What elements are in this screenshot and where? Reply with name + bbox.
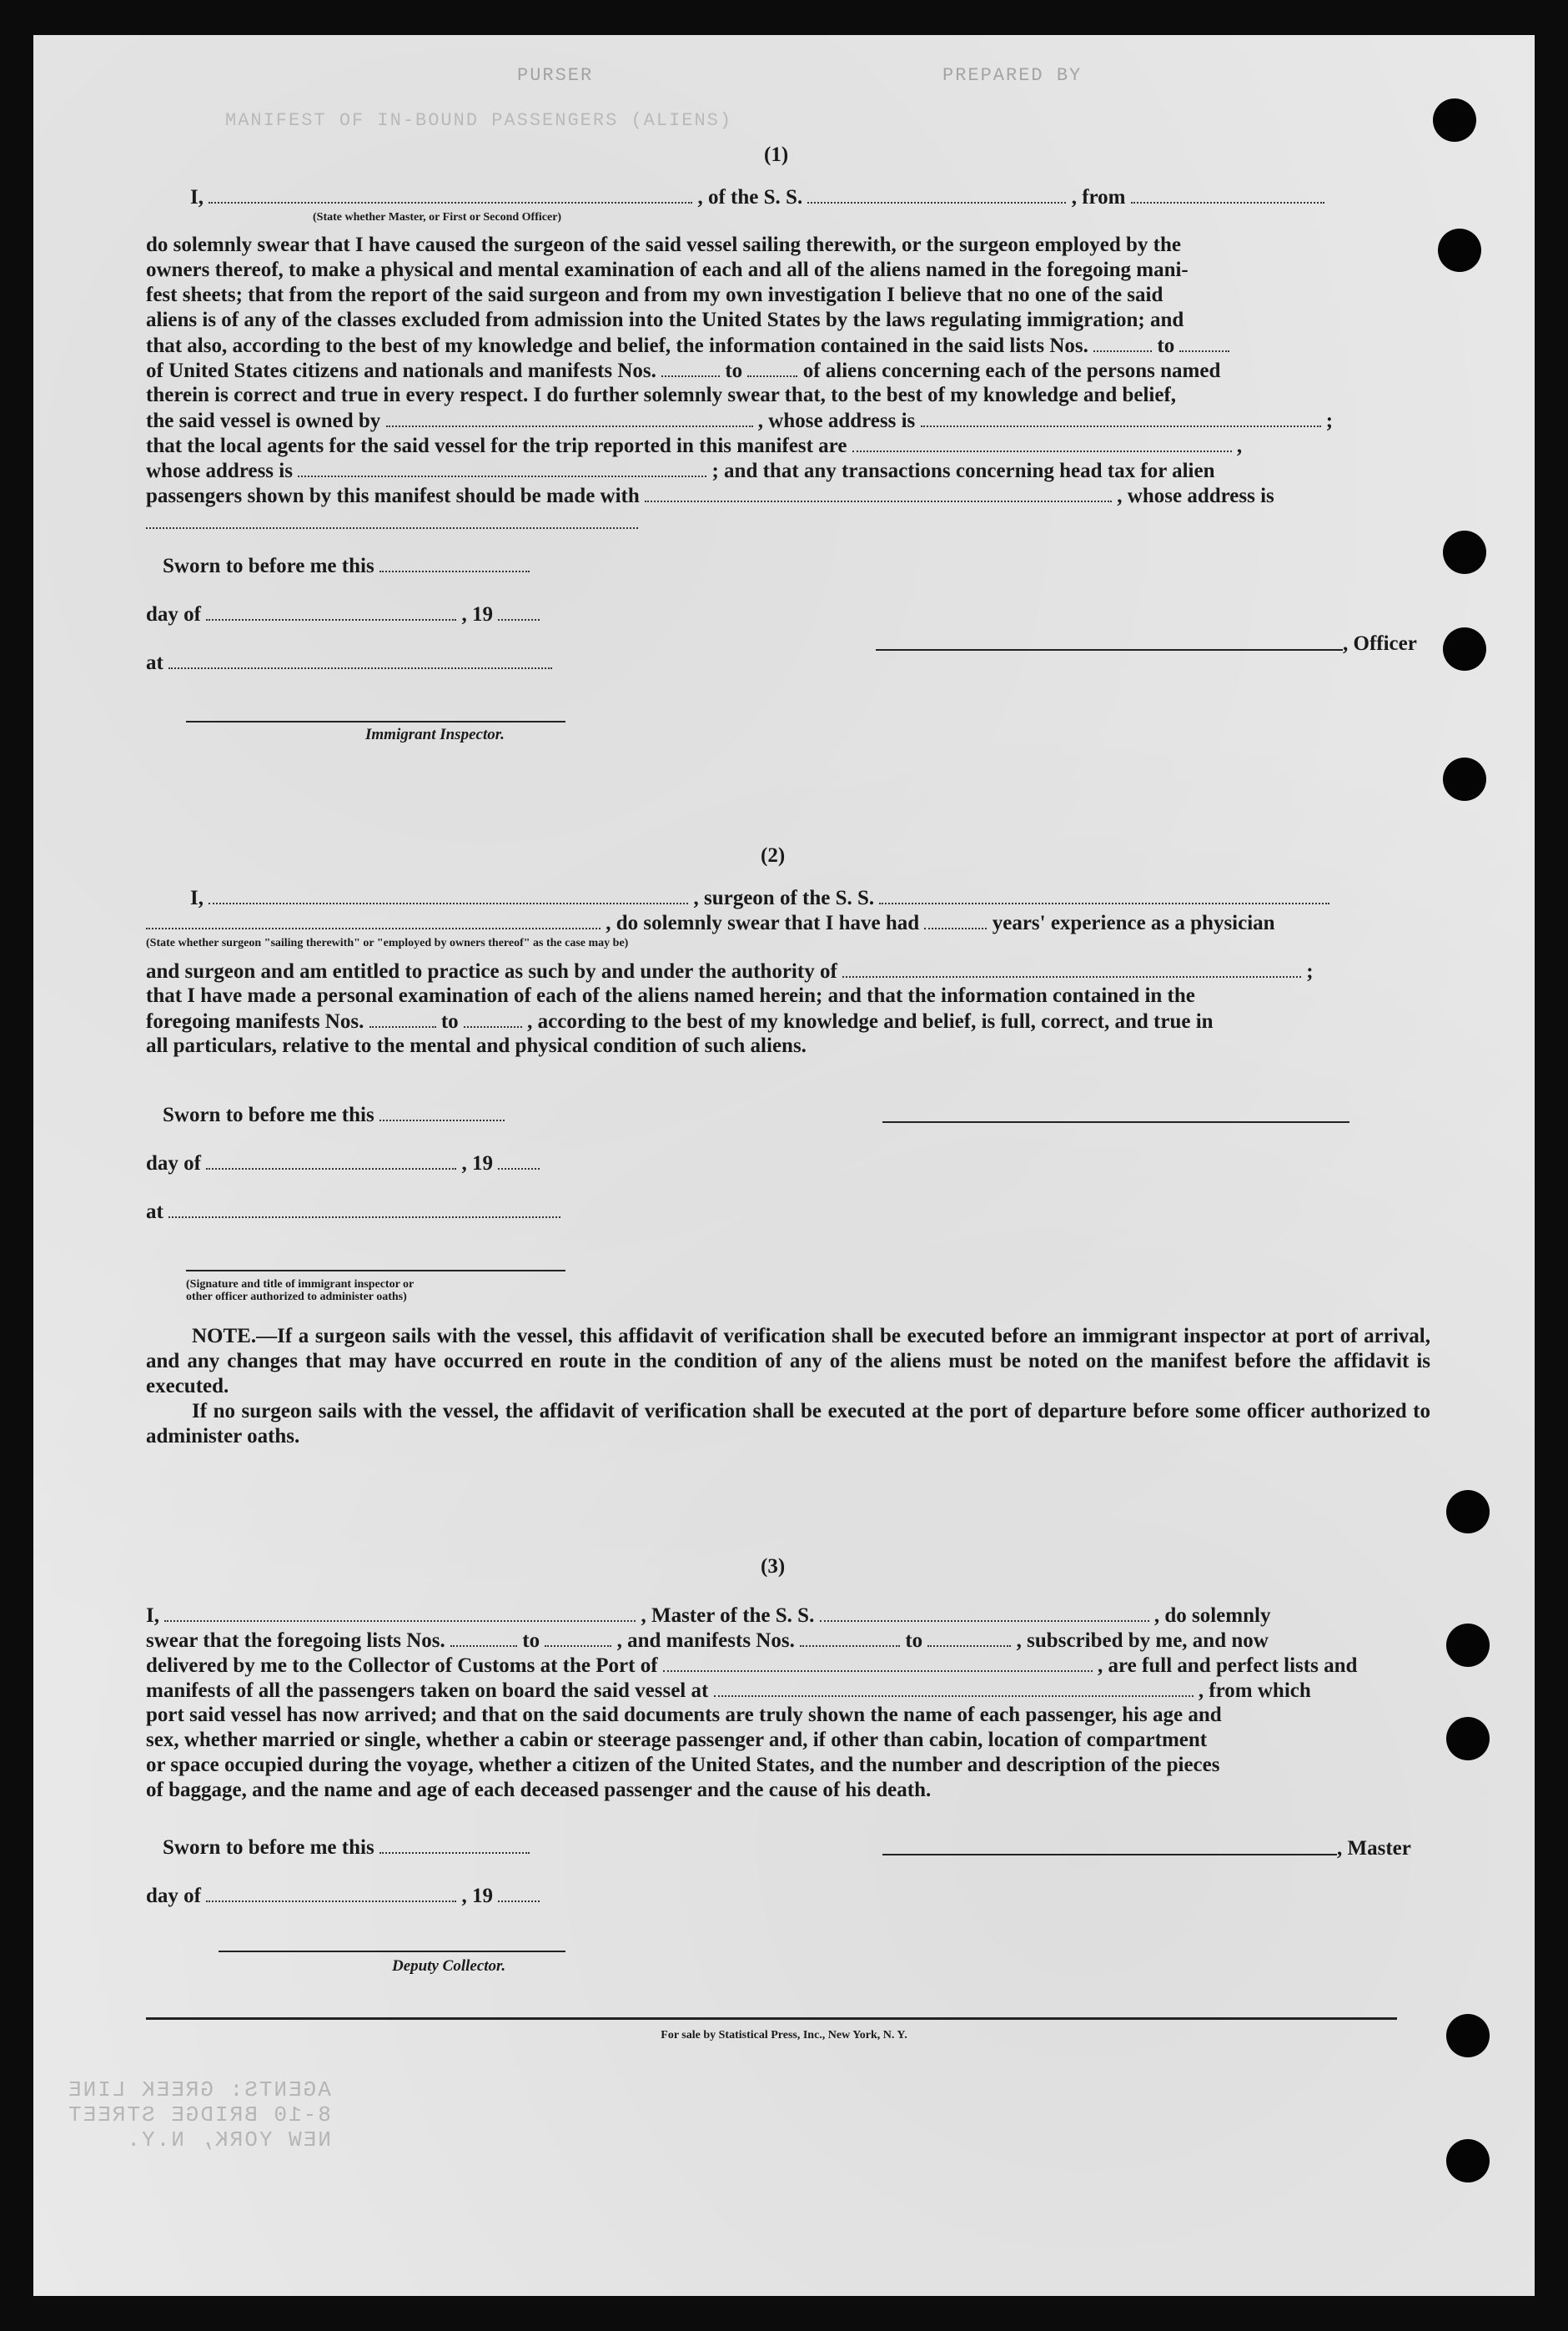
note-text: If a surgeon sails with the vessel, this affidavit of verification shall be executed before an immigrant inspector at port of arrival, and any changes that may have occurred en route in the condition of any of the aliens must be noted on the manifest before the affidavit is executed. xyxy=(146,1325,1430,1397)
oath-line xyxy=(190,185,1324,209)
text: delivered by me to the Collector of Customs at the Port of xyxy=(146,1654,658,1677)
signature-hint: other officer authorized to administer oaths) xyxy=(186,1291,407,1303)
text: , do solemnly swear that I have had xyxy=(606,912,920,934)
inspector-label: Immigrant Inspector. xyxy=(365,726,505,743)
text: , 19 xyxy=(461,1152,493,1175)
text: Sworn to before me this xyxy=(163,1836,374,1859)
text: , of the S. S. xyxy=(697,186,803,209)
text-line xyxy=(146,1009,1214,1034)
text: day of xyxy=(146,603,201,626)
oath-line xyxy=(146,911,1275,935)
text: ; and that any transactions concerning head tax for alien xyxy=(711,460,1215,482)
sworn-day-field[interactable] xyxy=(379,1103,505,1121)
punch-hole xyxy=(1433,98,1476,142)
section-number: (3) xyxy=(761,1555,786,1578)
text: , subscribed by me, and now xyxy=(1016,1629,1269,1652)
text: to xyxy=(905,1629,923,1652)
place-field[interactable] xyxy=(168,651,552,669)
text: Sworn to before me this xyxy=(163,555,374,577)
port-from-field[interactable] xyxy=(1131,185,1324,204)
year-field[interactable] xyxy=(498,602,540,621)
faded-header: PREPARED BY xyxy=(942,65,1083,86)
master-label: , Master xyxy=(1337,1837,1411,1860)
manifest-sheet xyxy=(33,35,1535,2296)
text: Sworn to before me this xyxy=(163,1104,374,1126)
port-field[interactable] xyxy=(663,1654,1093,1672)
text: , do solemnly xyxy=(1153,1604,1271,1627)
text-line xyxy=(146,1679,1311,1703)
text: , 19 xyxy=(461,603,493,626)
at-label xyxy=(146,651,552,675)
text: , whose address is xyxy=(1117,485,1274,507)
list-no-field[interactable] xyxy=(1093,334,1152,352)
text: swear that the foregoing lists Nos. xyxy=(146,1629,445,1652)
text: passengers shown by this manifest should be made with xyxy=(146,485,640,507)
master-name-field[interactable] xyxy=(164,1604,636,1622)
note-label: NOTE.— xyxy=(192,1325,278,1347)
day-of-label xyxy=(146,1151,540,1176)
owner-address-field[interactable] xyxy=(921,409,1321,427)
punch-hole xyxy=(1446,2139,1490,2182)
stamp-line: AGENTS: GREEK LINE xyxy=(67,2077,331,2102)
text-line xyxy=(146,484,1274,508)
text: to xyxy=(1157,335,1175,357)
agents-field[interactable] xyxy=(852,434,1232,452)
manifest-no-field[interactable] xyxy=(747,359,797,377)
punch-hole xyxy=(1443,627,1486,671)
text: manifests of all the passengers taken on board the said vessel at xyxy=(146,1679,709,1702)
punch-hole xyxy=(1438,229,1481,272)
oath-line xyxy=(190,886,1329,910)
text: day of xyxy=(146,1152,201,1175)
text: that also, according to the best of my knowledge and belief, the information contained in the said lists Nos. xyxy=(146,335,1088,357)
manifest-no-field[interactable] xyxy=(369,1009,436,1028)
text: years' experience as a physician xyxy=(992,912,1275,934)
text-line: that the local agents for the said vessel for the trip reported in this manifest are , xyxy=(146,435,1243,457)
oath-line xyxy=(146,1604,1270,1628)
text: to xyxy=(440,1010,459,1033)
agents-address-field[interactable] xyxy=(298,459,706,477)
text: at xyxy=(146,1201,163,1223)
stamp-line: NEW YORK, N.Y. xyxy=(125,2127,331,2152)
sworn-day-field[interactable] xyxy=(379,554,530,572)
punch-hole xyxy=(1446,1717,1490,1760)
text-line xyxy=(146,511,638,535)
vessel-name-field[interactable] xyxy=(820,1604,1149,1622)
agent-stamp xyxy=(67,2077,331,2152)
surgeon-status-field[interactable] xyxy=(146,911,601,929)
owner-field[interactable] xyxy=(386,409,753,427)
text: , whose address is xyxy=(757,410,916,432)
text-line: aliens is of any of the classes excluded from admission into the United States by the laws regulating immigration; and xyxy=(146,309,1184,331)
text: of aliens concerning each of the persons named xyxy=(802,360,1221,382)
at-label xyxy=(146,1200,560,1224)
surgeon-name-field[interactable] xyxy=(209,886,688,904)
surgeon-signature-line[interactable] xyxy=(882,1121,1349,1123)
note-paragraph xyxy=(146,1324,1430,1399)
head-tax-contact-field[interactable] xyxy=(645,484,1112,502)
text-line: fest sheets; that from the report of the said surgeon and from my own investigation I believe that no one of the said xyxy=(146,284,1163,306)
manifest-no-field[interactable] xyxy=(800,1629,900,1647)
vessel-name-field[interactable] xyxy=(807,185,1066,204)
faded-header: MANIFEST OF IN-BOUND PASSENGERS (ALIENS) xyxy=(225,110,733,131)
signature-hint: (Signature and title of immigrant inspector or xyxy=(186,1278,415,1291)
text: at xyxy=(146,652,163,674)
text-line xyxy=(146,459,1215,483)
day-of-label xyxy=(146,1884,540,1908)
section-number: (2) xyxy=(761,844,786,867)
note-text: If no surgeon sails with the vessel, the affidavit of verification shall be executed at the port of departure before some officer authorized to administer oaths. xyxy=(146,1400,1430,1447)
text: of United States citizens and nationals and manifests Nos. xyxy=(146,360,656,382)
text: , Master of the S. S. xyxy=(641,1604,815,1627)
list-no-field[interactable] xyxy=(545,1629,611,1647)
head-tax-address-field[interactable] xyxy=(146,511,638,529)
text-line: all particulars, relative to the mental and physical condition of such aliens. xyxy=(146,1035,807,1057)
publisher-footer: For sale by Statistical Press, Inc., New York, N. Y. xyxy=(661,2029,907,2042)
collector-signature-line[interactable] xyxy=(219,1951,565,1952)
punch-hole xyxy=(1443,758,1486,801)
text: I, xyxy=(190,186,204,209)
text-line xyxy=(146,1654,1357,1678)
text: , are full and perfect lists and xyxy=(1098,1654,1358,1677)
stamp-line: 8-10 BRIDGE STREET xyxy=(67,2102,331,2127)
punch-hole xyxy=(1446,1624,1490,1667)
manifest-no-field[interactable] xyxy=(927,1629,1011,1647)
text-line: the said vessel is owned by , whose address is ; xyxy=(146,410,1334,432)
years-field[interactable] xyxy=(924,911,987,929)
sworn-label xyxy=(163,1103,505,1127)
text-line: therein is correct and true in every respect. I do further solemnly swear that, to the best of my knowledge and belief, xyxy=(146,384,1177,406)
collector-label: Deputy Collector. xyxy=(392,1957,506,1975)
officer-signature-line[interactable] xyxy=(186,1270,565,1271)
officer-label: , Officer xyxy=(1343,632,1417,655)
footer-rule xyxy=(146,2017,1397,2020)
text-line xyxy=(146,359,1220,383)
faded-header: PURSER xyxy=(517,65,594,86)
officer-name-field[interactable] xyxy=(209,185,692,204)
text: to xyxy=(725,360,743,382)
month-field[interactable] xyxy=(206,1151,456,1170)
text: I, xyxy=(146,1604,159,1627)
text: foregoing manifests Nos. xyxy=(146,1010,364,1033)
text: to xyxy=(522,1629,540,1652)
sworn-day-field[interactable] xyxy=(379,1835,530,1854)
text: I, xyxy=(190,887,204,909)
day-of-label xyxy=(146,602,540,627)
place-field[interactable] xyxy=(168,1200,560,1218)
master-signature-line[interactable] xyxy=(882,1854,1337,1855)
punch-hole xyxy=(1443,531,1486,574)
text: , 19 xyxy=(461,1885,493,1907)
sworn-label xyxy=(163,554,530,578)
text-line xyxy=(146,1629,1269,1653)
surgeon-hint: (State whether surgeon "sailing therewith" or "employed by owners thereof" as the case may be) xyxy=(146,937,629,949)
text: , according to the best of my knowledge and belief, is full, correct, and true in xyxy=(527,1010,1214,1033)
text-line: of baggage, and the name and age of each deceased passenger and the cause of his death. xyxy=(146,1779,932,1801)
text-line: port said vessel has now arrived; and that on the said documents are truly shown the name of each passenger, his age and xyxy=(146,1704,1222,1726)
list-no-field[interactable] xyxy=(1179,334,1229,352)
manifest-no-field[interactable] xyxy=(661,359,720,377)
year-field[interactable] xyxy=(498,1151,540,1170)
text: , and manifests Nos. xyxy=(616,1629,795,1652)
text-line: or space occupied during the voyage, whether a citizen of the United States, and the number and description of the pieces xyxy=(146,1754,1220,1776)
officer-hint: (State whether Master, or First or Second Officer) xyxy=(313,211,562,224)
text: , from which xyxy=(1198,1679,1311,1702)
authority-field[interactable] xyxy=(842,959,1301,978)
text-line: do solemnly swear that I have caused the surgeon of the said vessel sailing therewith, or the surgeon employed by the xyxy=(146,234,1181,256)
list-no-field[interactable] xyxy=(450,1629,517,1647)
manifest-no-field[interactable] xyxy=(464,1009,522,1028)
text-line: sex, whether married or single, whether a cabin or steerage passenger and, if other than cabin, location of compartment xyxy=(146,1729,1208,1751)
sworn-label xyxy=(163,1835,530,1860)
vessel-name-field[interactable] xyxy=(879,886,1329,904)
officer-signature-line[interactable] xyxy=(876,649,1343,651)
text: , surgeon of the S. S. xyxy=(693,887,875,909)
year-field[interactable] xyxy=(498,1884,540,1902)
embark-port-field[interactable] xyxy=(714,1679,1194,1697)
text: and surgeon and am entitled to practice as such by and under the authority of xyxy=(146,960,837,983)
month-field[interactable] xyxy=(206,602,456,621)
text: , from xyxy=(1071,186,1126,209)
text-line: owners thereof, to make a physical and mental examination of each and all of the aliens named in the foregoing mani- xyxy=(146,259,1189,281)
text-line: and surgeon and am entitled to practice as such by and under the authority of ; xyxy=(146,960,1314,983)
note-paragraph xyxy=(146,1399,1430,1449)
punch-hole xyxy=(1446,1490,1490,1533)
text: the said vessel is owned by xyxy=(146,410,381,432)
inspector-signature-line[interactable] xyxy=(186,721,565,722)
text: day of xyxy=(146,1885,201,1907)
text-line: that I have made a personal examination of each of the aliens named herein; and that the information contained in the xyxy=(146,984,1195,1007)
month-field[interactable] xyxy=(206,1884,456,1902)
text-line xyxy=(146,334,1229,358)
section-number: (1) xyxy=(764,143,789,166)
text: whose address is xyxy=(146,460,293,482)
text: that the local agents for the said vessel for the trip reported in this manifest are xyxy=(146,435,847,457)
